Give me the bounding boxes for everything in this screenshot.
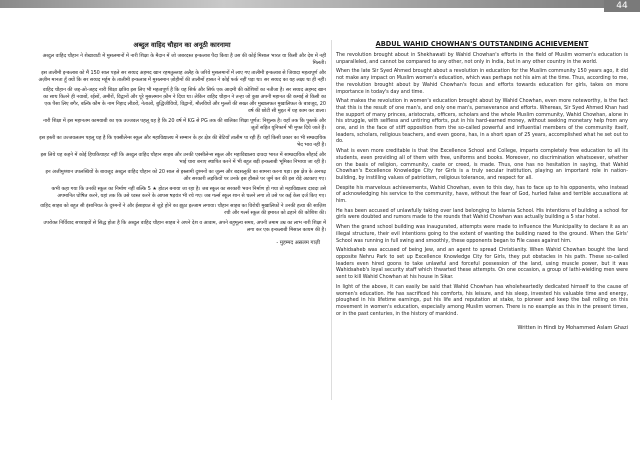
english-paragraph: The revolution brought about in Shekhawati by Wahid Chowhan's efforts in the field of Muslim women's education is unparalleled, and cannot be compared to any other, not only in India, but in any other country in the world. (336, 52, 628, 65)
top-header-band (0, 0, 640, 8)
hindi-author-signature: - मुहम्मद असलम गाज़ी (276, 240, 320, 246)
hindi-paragraph: उपरोक्त निर्विवाद सच्चाइयों से सिद्ध होता है कि अब्दुल वाहिद चौहान साहब ने अपने देश व आवाम, अपने बहुमूल्य समय, अपनी तमाम उम्र का लाभ नारी शिक्षा में लगा कर एक इन्कलाबी मिसाल कायम की है। (43, 220, 326, 233)
hindi-paragraph: कभी कहा गया कि उनकी स्कूल का निर्माण नहीं बल्कि 5 ★ होटल बनाया जा रहा है। जब स्कूल का सरकारी भवन निर्माण हो गया तो महाविद्यालय दावदा उसे अपमानित घोषित करने, यहां तक कि उसे ध्वस्त करने के आपस षड़यंत्र भी रचे गए। जब गर्ल्स स्कूल शान से चलने लगा तो उसे पर कई केस दर्ज किए गए। (51, 186, 326, 199)
english-paragraph: What is even more creditable is that the Excellence School and College, imparts completely free education to all its students, even providing all of them with free, uniforms and books. Moreover, no discrimination whatsoever, whether on the basis of religion, community, caste or creed, is made. Thus, one has no hesitation in saying, that Wahid Chowhan's Excellence Knowledge City for Girls is a truly secular institution, playing an important role in nation- building, by instilling values of patriotism, religious tolerance, and respect for all. (336, 148, 628, 181)
column-divider (331, 40, 332, 400)
hindi-paragraph: अब्दुल वाहिद चौहान ने शेखावाटी में मुसलमानों में नारी शिक्षा के मैदान में जो जबरदस्त इन्कलाब पैदा किया है उस की कोई मिसाल भारत या किसी और देश में नहीं मिलती। (42, 53, 326, 66)
hindi-article-column (38, 40, 326, 440)
hindi-paragraph: इस हस्ती का उज्जवलतम पहलू यह है कि एक्सीलेन्स स्कूल और महाविद्यालय में सम्मान के हर क्षेत्र की बेटियाँ तालीम पा रही हैं। यहाँ किसी प्रकार का भी सम्प्रदायिक भेद भाव नहीं है। (39, 135, 326, 148)
hindi-paragraph: नारी शिक्षा में इस महानतम कामयाबी का एक उज्जवल पहलू यह है कि 20 वर्ष में KG से PG तक की बालिका शिक्षा पूर्णत: निशुल्क है। यहाँ तक कि पुस्तकें और जूतों सहित यूनिफार्म भी मुफ्त दिये जाते हैं। (43, 118, 326, 131)
english-article-title: ABDUL WAHID CHOWHAN'S OUTSTANDING ACHIEVEMENT (375, 40, 589, 48)
english-paragraph: In light of the above, it can easily be said that Wahid Chowhan has wholeheartedly dedicated himself to the cause of women's education. He has sacrificed his comforts, his leisure, and his sleep, invested his valuable time and energy, ploughed in his lifetime earnings, put his life and reputation at stake, to pioneer and keep the ball rolling on this movement in women's education, especially among Muslim women. There is no example as this in the present times, or in the past centuries, in the history of mankind. (336, 283, 628, 317)
hindi-paragraph: इन अजीमुश्शान उपलब्धियों के बावजूद अब्दुल वाहिद चौहान को 20 साल से इस्लामी दुश्मनों का जुल्म और बदसलूकी का सामना करना पड़ा। इस क्षेत्र के अनपढ़ और सरकारी लड़कियों पर उनके इस हौसले पर जुर्म कर की इस रोड़े अटकाए गए। (45, 169, 326, 182)
english-paragraph: What makes the revolution in women's education brought about by Wahid Chowhan, even more noteworthy, is the fact that this is the result of one man's, and only one man's, perseverance and efforts. Whereas, Sir Syed Ahmed Khan had the support of many princes, aristocrats, officers, scholars and the whole Muslim community, Wahid Chowhan, alone in his struggle, with selfless and untiring efforts, put in his hard-earned money, without seeking monetary help from any one, and in the face of stiff opposition from the so-called powerful and influential members of the community itself, leaders, scholars, religious teachers, and even goons, has, in a short span of 25 years, accomplished what he set out to do. (336, 98, 628, 145)
english-paragraph: He has been accused of unlawfully taking over land belonging to Islamia School. His intentions of building a school for girls were doubted and rumors made to the rounds that Wahid Chowhan was actually building a 5 star hotel. (336, 207, 628, 221)
hindi-paragraph: वाहिद चौहान की जद्द-ओ-जहद नारी शिक्षा क्षत्रिय इस लिए भी महत्वपूर्ण है कि यह सिर्फ और सिर्फ एक आदमी की कोशिशों का नतीजा है। सर सय्यद अहमद खान का साथ कितने ही नवाबों, रईसों, अमीरों, विद्वानों और पूरे मुसलमान क़ौम ने दिया था। लेकिन वाहिद चौहान ने तन्हा जो कुछ अपनी महानत की कमाई से किसी का एक पैसा लिए बगैर, बल्कि कौम के नाम निहाद लीडरों, नेताओं, बुद्धिजीवियों, विद्वानों, मौलवियों और मुल्लों की सख्त और मुखालफ़त मुखालिफ़त के बावजूद, 20 वर्ष की छोटी सी मुद्दत में यह काम कर डाला। (42, 87, 326, 114)
english-author-signature: Written in Hindi by Mohammed Aslam Ghazi (517, 325, 628, 332)
english-paragraph: When the grand school building was inaugurated, attempts were made to influence the Municipality to declare it as an illegal structure, their evil intentions going to the extent of wanting the building razed to the ground. When the Girls' School was running in full swing and smoothly, these opponents began to File cases against him. (336, 224, 628, 244)
hindi-paragraph: इस लिये यह कहने में कोई हिचकिचाहट नहीं कि अब्दुल वाहिद चौहान साहब और उनकी एक्सीलेन्स स्कूल और महाविद्यालय दावदा भारत में साम्प्रदायिक सौहार्द और भाई चारा बनाए स्थापित करने में भी बहुत बड़ी इन्कलाबी भूमिका निभाया जा रही है। (40, 152, 326, 165)
page-number: 44 (604, 0, 640, 12)
english-paragraph: When the late Sir Syed Ahmed brought about a revolution in education for the Muslim community 150 years ago, it did not make any impact on Muslim women's education, which was perhaps not his aim at the time. Thus, according to me, the revolution brought about by Wahid Chowhan's focus and efforts towards education for girls, takes on more importance in today's day and time. (336, 68, 628, 95)
english-paragraph: Despite his marvelous achievements, Wahid Chowhan, even to this day, has to face up to his opponents, who instead of acknowledging his service to the community, have, without the fear of God, hurled false and terrible accusations at him. (336, 184, 628, 205)
hindi-article-title: अब्दुल वाहिद चौहान का अनूठी कारनामा (133, 41, 231, 49)
hindi-paragraph: इस तालीमी इन्कलाब को मैं 150 साल पहले सर सय्यद अहमद खान रहमतुल्लाह अलैह के जरिये मुसलमानों में लाए गए तालीमी इन्कलाब से जियादा महत्वपूर्ण और अज़ीम मानता हूँ क्यों कि सर सय्यद मर्हूम के तालीमी इन्कलाब में मुसलमान ज़ोहीमों की तालीमों हासत ने कोई फर्क नहीं पड़ा था। सर सय्यद का यह लक्ष्य था ही नहीं। (38, 70, 326, 83)
english-article-column (336, 40, 628, 440)
hindi-paragraph: वाहिद साहब को बहुत सी इंसानियत के दुश्मनों ने और ईसाइयत से जुड़े होने का झूठा इल्जाम लगाया। चौहान साहब का विरोधी मुखालिफ़ों ने उनकी हत्या की साज़िश रची और गर्ल्स स्कूल की इमारत को ढहाने की कोशिश की। (40, 203, 326, 216)
english-paragraph: Wahidsaheb was accused of being Jew, and an agent to spread Christianity. When Wahid Chowhan bought the land opposite Nehru Park to set up Excellence Knowledge City for Girls, they put obstacles in his path. These so-called leaders even hired goons to take unlawful and forceful possession of the land, using muscle power, but it was Wahidsaheb's loyal security staff which thwarted these attempts. On one occasion, a group of lathi-wielding men were sent to kill Wahid Chowhan at his house in Sikar. (336, 247, 628, 281)
